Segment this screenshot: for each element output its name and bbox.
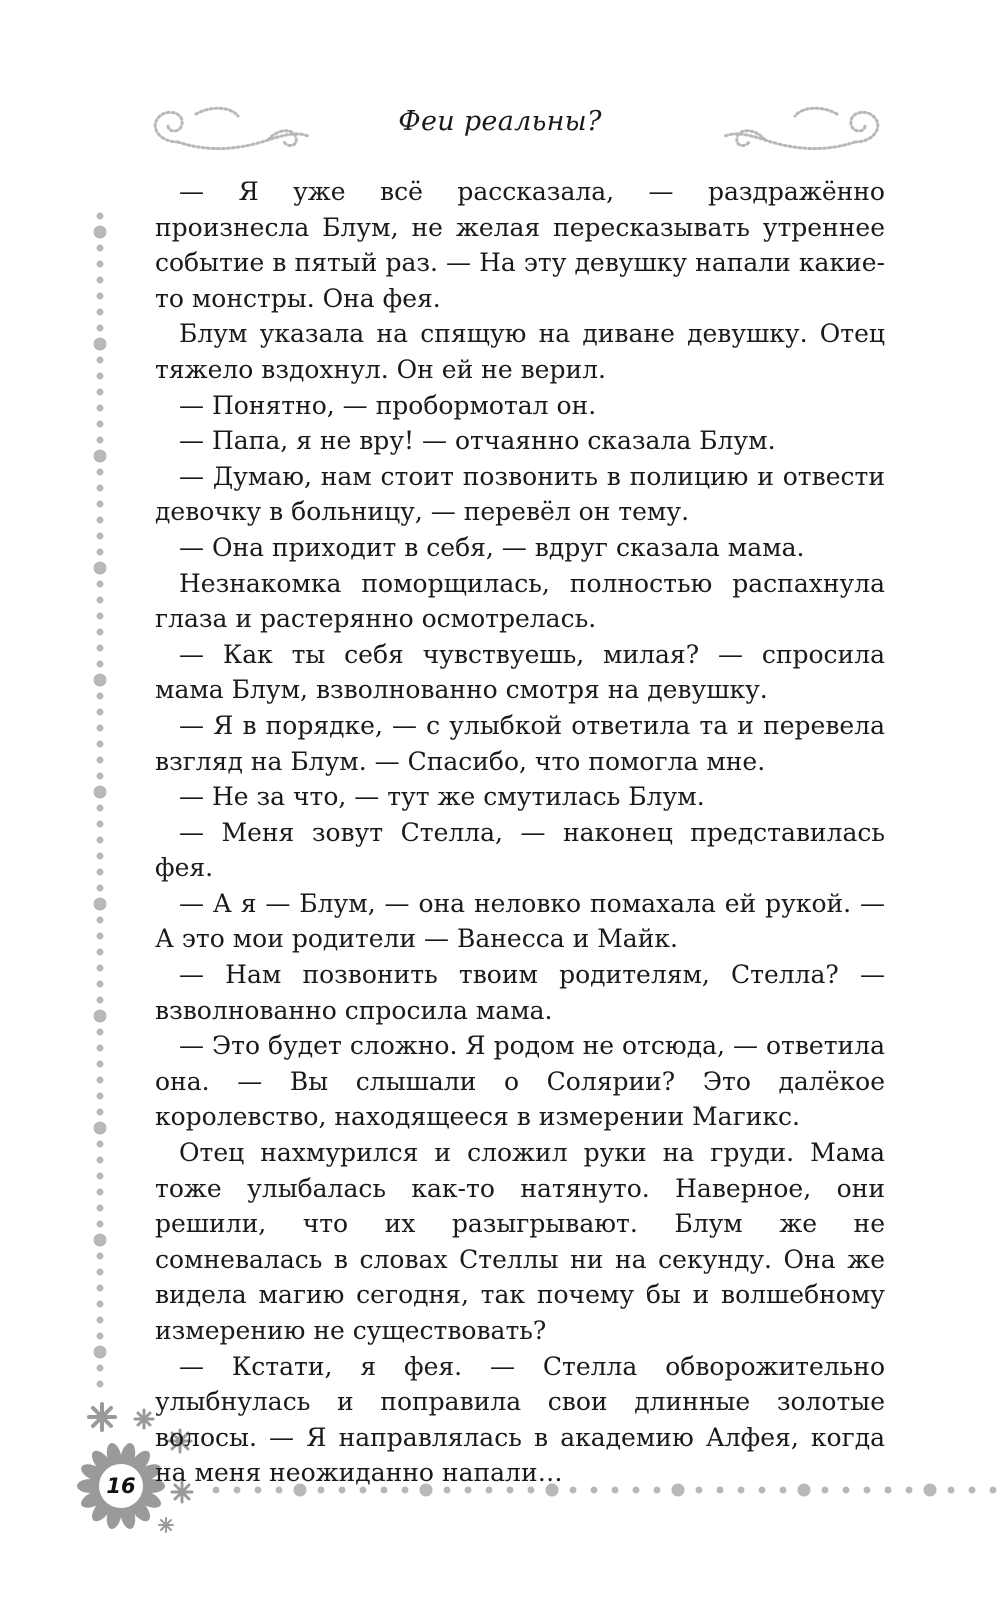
paragraph: — Она приходит в себя, — вдруг сказала мама. (179, 532, 805, 562)
decor-dot (97, 597, 104, 604)
decor-dot (97, 1333, 104, 1340)
decor-dot (97, 949, 104, 956)
decor-dot (97, 741, 104, 748)
page-title: Феи реальны? (398, 106, 602, 137)
decor-dot (97, 725, 104, 732)
decor-dot (97, 501, 104, 508)
decor-dot (990, 1487, 997, 1494)
decor-dot (97, 1301, 104, 1308)
decor-dot (94, 338, 107, 351)
paragraph: — Кстати, я фея. — Стелла обворожительно улыбнулась и поправила свои длинные золотые волосы. — Я направлялась в академию Алфея, когда на меня неожиданно напали… (155, 1351, 885, 1488)
decor-dot (97, 645, 104, 652)
decor-dot (97, 757, 104, 764)
asterisk-flower-icon (135, 1410, 153, 1428)
decor-dot (885, 1487, 892, 1494)
paragraph: Блум указала на спящую на диване девушку. Отец тяжело вздохнул. Он ей не верил. (155, 319, 885, 384)
asterisk-flower-icon (159, 1518, 173, 1532)
decor-dot (97, 549, 104, 556)
decor-dot (97, 869, 104, 876)
decor-dot (906, 1487, 913, 1494)
decor-dot (97, 389, 104, 396)
decor-dot (97, 1317, 104, 1324)
decor-dot (97, 245, 104, 252)
decor-dot (97, 629, 104, 636)
paragraph: — Папа, я не вру! — отчаянно сказала Блум. (179, 426, 776, 456)
decor-dot (97, 213, 104, 220)
decor-dot (94, 898, 107, 911)
decor-dot (97, 1109, 104, 1116)
decor-dot (97, 1189, 104, 1196)
paragraph: — Я в порядке, — с улыбкой ответила та и перевела взгляд на Блум. — Спасибо, что помогла мне. (155, 710, 885, 776)
paragraph: — Думаю, нам стоит позвонить в полицию и отвести девочку в больницу, — перевёл он тему. (155, 461, 885, 527)
decor-dot (94, 226, 107, 239)
paragraph: — Понятно, — пробормотал он. (179, 390, 597, 420)
decor-dot (97, 1365, 104, 1372)
paragraph: — А я — Блум, — она неловко помахала ей рукой. — А это мои родители — Ванесса и Майк. (155, 888, 885, 954)
decor-dot (97, 421, 104, 428)
decor-dot (94, 786, 107, 799)
decor-dot (948, 1487, 955, 1494)
decor-dot (94, 450, 107, 463)
decor-dot (94, 1010, 107, 1023)
decor-dot (97, 309, 104, 316)
decor-dot (94, 674, 107, 687)
decor-dot (97, 1077, 104, 1084)
decor-dot (97, 837, 104, 844)
decor-dot (924, 1484, 937, 1497)
page-number: 16 (106, 1474, 136, 1498)
decor-dot (97, 469, 104, 476)
decor-dot (97, 325, 104, 332)
decor-dot (94, 1122, 107, 1135)
decor-dot (97, 405, 104, 412)
decor-dot (97, 693, 104, 700)
decor-dot (97, 293, 104, 300)
decor-dot (97, 1221, 104, 1228)
decor-dot (97, 357, 104, 364)
decor-dot (97, 661, 104, 668)
decor-dot (969, 1487, 976, 1494)
decor-dot (97, 261, 104, 268)
decor-dot (97, 1029, 104, 1036)
decor-dot (97, 821, 104, 828)
dotted-border-left (86, 210, 114, 1390)
decor-dot (94, 562, 107, 575)
decor-dot (97, 533, 104, 540)
decor-dot (97, 1173, 104, 1180)
decor-dot (97, 581, 104, 588)
decor-dot (97, 1381, 104, 1388)
decor-dot (97, 981, 104, 988)
decor-dot (94, 1234, 107, 1247)
decor-dot (97, 1205, 104, 1212)
decor-dot (97, 1285, 104, 1292)
decor-dot (97, 1253, 104, 1260)
decor-dot (97, 773, 104, 780)
paragraph: — Не за что, — тут же смутилась Блум. (179, 782, 705, 812)
paragraph: Незнакомка поморщилась, полностью распахнула глаза и растерянно осмотрелась. (155, 568, 885, 634)
paragraph: Отец нахмурился и сложил руки на груди. Мама тоже улыбалась как-то натянуто. Наверное, они решили, что их разыгрывают. Блум же не сомневалась в словах Стеллы ни на секунду. Она же видела магию сегодня, так почему бы и волшебному измерению не существовать? (155, 1138, 885, 1345)
decor-dot (97, 1093, 104, 1100)
decor-dot (97, 485, 104, 492)
decor-dot (97, 1141, 104, 1148)
decor-dot (97, 1061, 104, 1068)
decor-dot (97, 965, 104, 972)
decor-dot (94, 1346, 107, 1359)
decor-dot (97, 613, 104, 620)
decor-dot (97, 709, 104, 716)
paragraph: — Это будет сложно. Я родом не отсюда, — ответила она. — Вы слышали о Солярии? Это далёкое королевство, находящееся в измерении Магикс. (155, 1031, 885, 1132)
decor-dot (97, 437, 104, 444)
decor-dot (97, 933, 104, 940)
paragraph: — Нам позвонить твоим родителям, Стелла? — взволнованно спросила мама. (155, 960, 885, 1025)
decor-dot (97, 853, 104, 860)
decor-dot (97, 917, 104, 924)
decor-dot (97, 885, 104, 892)
decor-dot (97, 373, 104, 380)
decor-dot (97, 517, 104, 524)
paragraph: — Как ты себя чувствуешь, милая? — спросила мама Блум, взволнованно смотря на девушку. (155, 639, 885, 705)
decor-dot (97, 1157, 104, 1164)
decor-dot (97, 805, 104, 812)
body-text (155, 174, 885, 1491)
decor-dot (97, 1045, 104, 1052)
decor-dot (97, 1269, 104, 1276)
asterisk-flower-icon (89, 1404, 115, 1430)
paragraph: — Я уже всё рассказала, — раздражённо произнесла Блум, не желая пересказывать утреннее событие в пятый раз. — На эту девушку напали какие-то монстры. Она фея. (155, 177, 885, 313)
decor-dot (97, 997, 104, 1004)
paragraph: — Меня зовут Стелла, — наконец представилась фея. (155, 817, 885, 883)
decor-dot (97, 277, 104, 284)
